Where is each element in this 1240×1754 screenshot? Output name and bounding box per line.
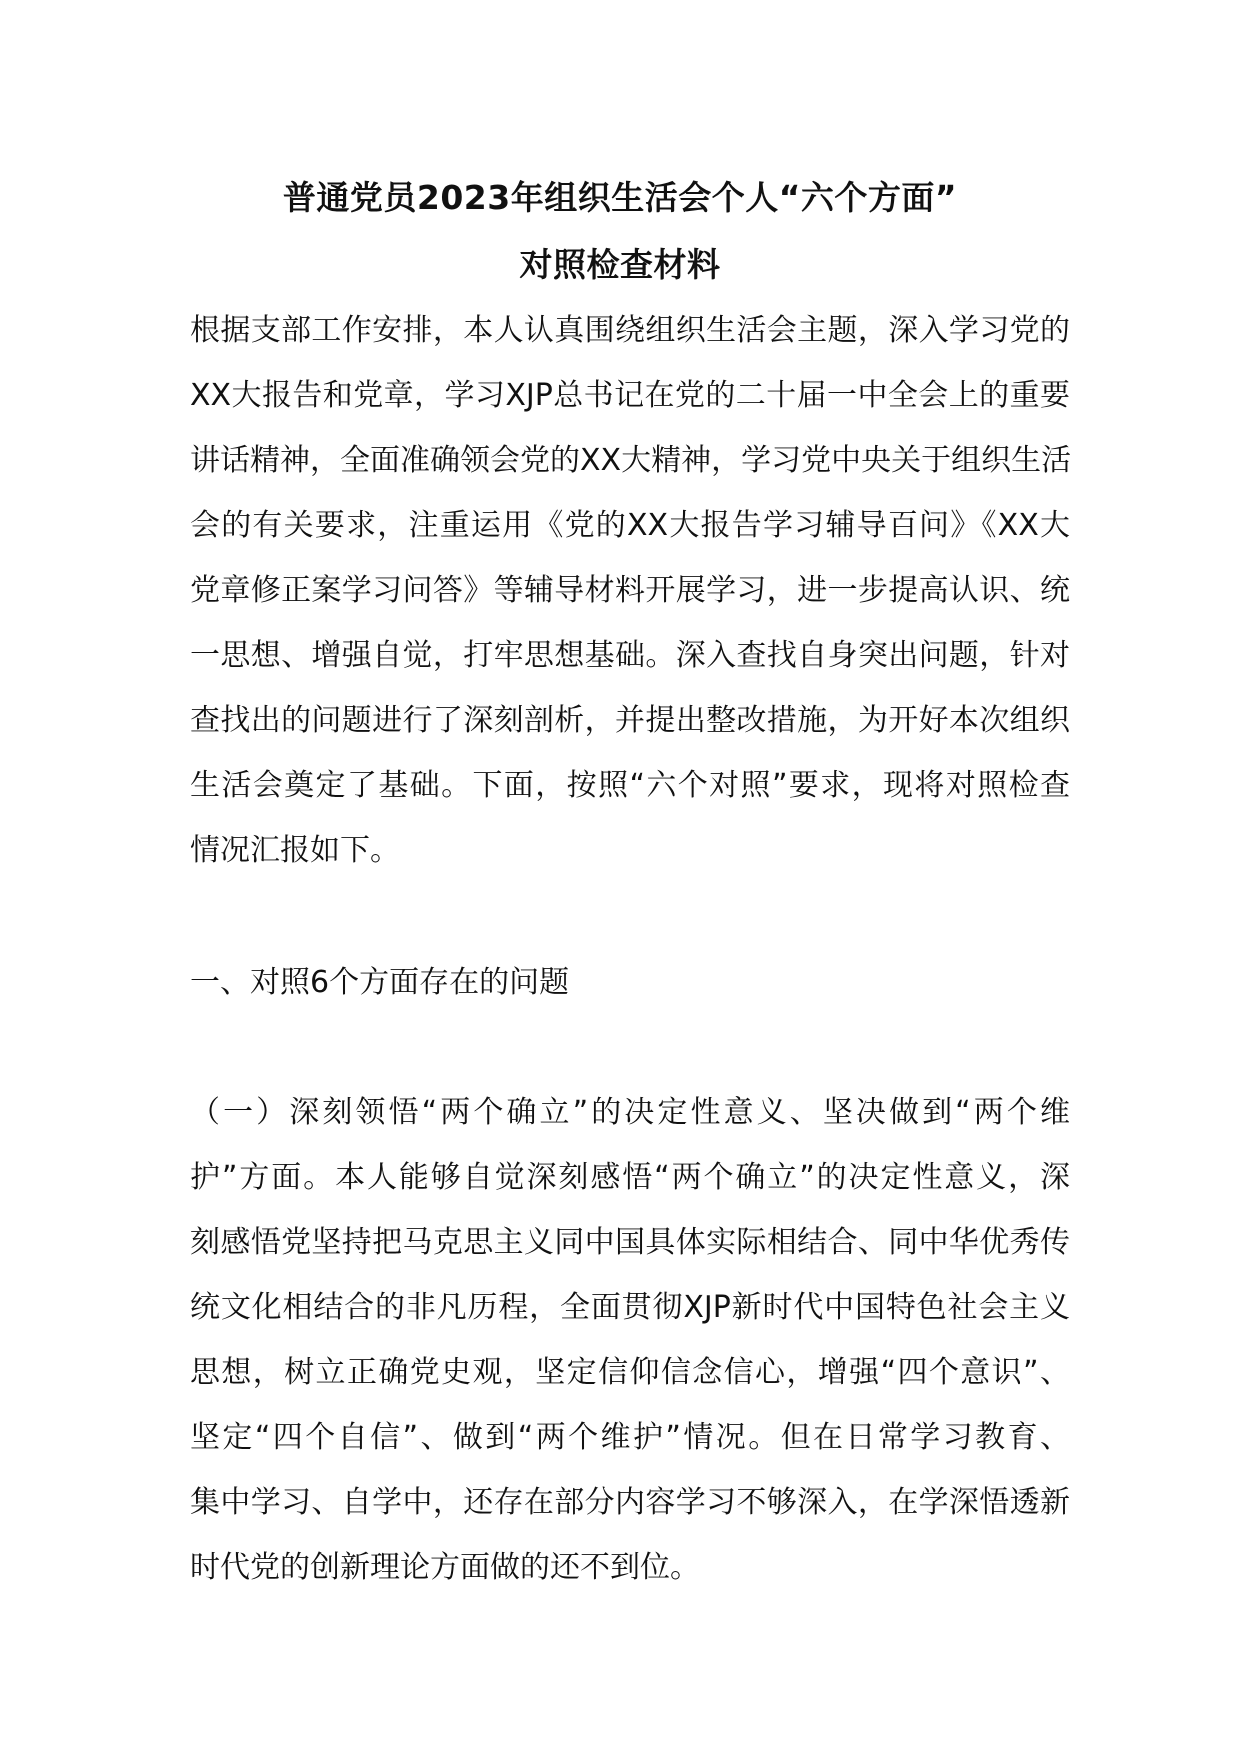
intro-line: 情况汇报如下。 <box>190 833 400 868</box>
section1-line: 坚定“四个自信”、做到“两个维护”情况。但在日常学习教育、 <box>190 1420 1070 1455</box>
intro-paragraph <box>190 298 1070 883</box>
section1-line: 统文化相结合的非凡历程，全面贯彻XJP新时代中国特色社会主义 <box>190 1290 1070 1325</box>
intro-line: 一思想、增强自觉，打牢思想基础。深入查找自身突出问题，针对 <box>190 638 1070 673</box>
section1-line: 时代党的创新理论方面做的还不到位。 <box>190 1550 700 1585</box>
document-title-line2: 对照检查材料 <box>519 245 721 284</box>
document-title-line1: 普通党员2023年组织生活会个人“六个方面” <box>282 178 958 217</box>
section1-paragraph <box>190 1080 1070 1600</box>
intro-line: 查找出的问题进行了深刻剖析，并提出整改措施，为开好本次组织 <box>190 703 1070 738</box>
intro-line: 会的有关要求，注重运用《党的XX大报告学习辅导百问》《XX大 <box>190 508 1070 543</box>
section-heading-text: 一、对照6个方面存在的问题 <box>190 965 570 1000</box>
section1-line: 护”方面。本人能够自觉深刻感悟“两个确立”的决定性意义，深 <box>190 1160 1070 1195</box>
section1-line: 刻感悟党坚持把马克思主义同中国具体实际相结合、同中华优秀传 <box>190 1225 1070 1260</box>
intro-line: XX大报告和党章，学习XJP总书记在党的二十届一中全会上的重要 <box>190 378 1070 413</box>
section-heading <box>190 950 1070 1015</box>
intro-line: 讲话精神，全面准确领会党的XX大精神，学习党中央关于组织生活 <box>190 443 1072 478</box>
intro-line: 根据支部工作安排，本人认真围绕组织生活会主题，深入学习党的 <box>190 313 1070 348</box>
section1-line: （一）深刻领悟“两个确立”的决定性意义、坚决做到“两个维 <box>190 1095 1070 1130</box>
intro-line: 生活会奠定了基础。下面，按照“六个对照”要求，现将对照检查 <box>190 768 1070 803</box>
section1-line: 思想，树立正确党史观，坚定信仰信念信心，增强“四个意识”、 <box>190 1355 1070 1390</box>
section1-line: 集中学习、自学中，还存在部分内容学习不够深入，在学深悟透新 <box>190 1485 1070 1520</box>
intro-line: 党章修正案学习问答》等辅导材料开展学习，进一步提高认识、统 <box>190 573 1070 608</box>
